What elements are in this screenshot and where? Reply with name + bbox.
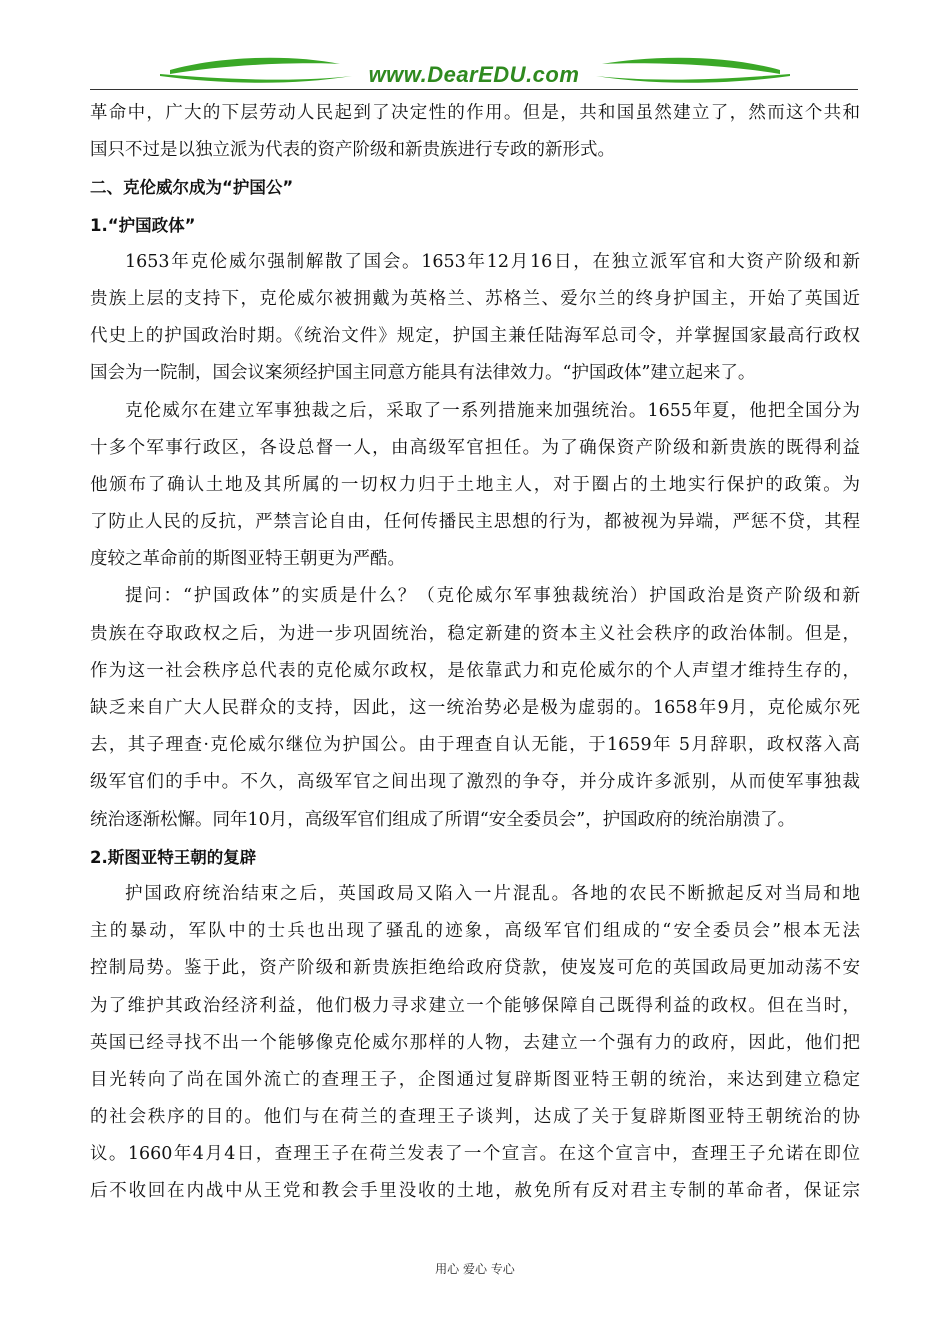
- paragraph-line: 革命中，广大的下层劳动人民起到了决定性的作用。但是，共和国虽然建立了，然而这个共和: [90, 103, 860, 123]
- paragraph-line: 主的暴动，军队中的士兵也出现了骚乱的迹象，高级军官们组成的“安全委员会”根本无法: [90, 921, 860, 942]
- section-heading: 2.斯图亚特王朝的复辟: [90, 847, 257, 867]
- header-banner: [90, 50, 858, 90]
- paragraph-line: 目光转向了尚在国外流亡的查理王子，企图通过复辟斯图亚特王朝的统治，来达到建立稳定: [90, 1069, 860, 1090]
- site-logo-text[interactable]: www.DearEDU.com: [368, 62, 580, 87]
- paragraph-line: 十多个军事行政区，各设总督一人，由高级军官担任。为了确保资产阶级和新贵族的既得利益: [90, 437, 860, 458]
- paragraph-line: 统治逐渐松懈。同年10月，高级军官们组成了所谓“安全委员会”，护国政府的统治崩溃了。: [90, 809, 796, 830]
- paragraph-line: 了防止人民的反抗，严禁言论自由，任何传播民主思想的行为，都被视为异端，严惩不贷，其程: [90, 512, 860, 533]
- paragraph-line: 1653年克伦威尔强制解散了国会。1653年12月16日，在独立派军官和大资产阶级和新: [125, 251, 860, 272]
- document-body: [90, 95, 860, 1211]
- paragraph-line: 议。1660年4月4日，查理王子在荷兰发表了一个宣言。在这个宣言中，查理王子允诺在即位: [90, 1144, 860, 1165]
- paragraph-line: 缺乏来自广大人民群众的支持，因此，这一统治势必是极为虚弱的。1658年9月，克伦威尔死: [90, 698, 860, 718]
- paragraph-line: 级军官们的手中。不久，高级军官之间出现了激烈的争夺，并分成许多派别，从而使军事独裁: [90, 772, 860, 793]
- header-divider: [90, 89, 858, 90]
- paragraph-line: 贵族上层的支持下，克伦威尔被拥戴为英格兰、苏格兰、爱尔兰的终身护国主，开始了英国近: [90, 288, 860, 309]
- paragraph-line: 度较之革命前的斯图亚特王朝更为严酷。: [90, 549, 405, 570]
- paragraph-line: 代史上的护国政治时期。《统治文件》规定，护国主兼任陆海军总司令，并掌握国家最高行政权: [90, 326, 860, 347]
- section-heading: 二、克伦威尔成为“护国公”: [90, 178, 294, 198]
- paragraph-line: 克伦威尔在建立军事独裁之后，采取了一系列措施来加强统治。1655年夏，他把全国分为: [125, 400, 860, 421]
- paragraph-line: 提问：“护国政体”的实质是什么？（克伦威尔军事独裁统治）护国政治是资产阶级和新: [125, 586, 860, 607]
- paragraph-line: 控制局势。鉴于此，资产阶级和新贵族拒绝给政府贷款，使岌岌可危的英国政局更加动荡不安: [90, 958, 860, 979]
- page-footer: 用心 爱心 专心: [435, 1262, 515, 1276]
- paragraph-line: 去，其子理查·克伦威尔继位为护国公。由于理查自认无能，于1659年 5月辞职，政权落入高: [90, 735, 860, 756]
- paragraph-line: 作为这一社会秩序总代表的克伦威尔政权，是依靠武力和克伦威尔的个人声望才维持生存的，: [90, 660, 860, 681]
- paragraph-line: 的社会秩序的目的。他们与在荷兰的查理王子谈判，达成了关于复辟斯图亚特王朝统治的协: [90, 1107, 860, 1128]
- paragraph-line: 为了维护其政治经济利益，他们极力寻求建立一个能够保障自己既得利益的政权。但在当时，: [90, 995, 860, 1016]
- paragraph-line: 他颁布了确认土地及其所属的一切权力归于土地主人，对于圈占的土地实行保护的政策。为: [90, 474, 860, 495]
- paragraph-line: 护国政府统治结束之后，英国政局又陷入一片混乱。各地的农民不断掀起反对当局和地: [125, 883, 860, 904]
- paragraph-line: 英国已经寻找不出一个能够像克伦威尔那样的人物，去建立一个强有力的政府，因此，他们把: [90, 1032, 860, 1053]
- paragraph-line: 国只不过是以独立派为代表的资产阶级和新贵族进行专政的新形式。: [90, 140, 615, 161]
- paragraph-line: 后不收回在内战中从王党和教会手里没收的土地，赦免所有反对君主专制的革命者，保证宗: [90, 1181, 860, 1202]
- paragraph-line: 国会为一院制，国会议案须经护国主同意方能具有法律效力。“护国政体”建立起来了。: [90, 363, 756, 384]
- paragraph-line: 贵族在夺取政权之后，为进一步巩固统治，稳定新建的资本主义社会秩序的政治体制。但是，: [90, 623, 860, 644]
- section-heading: 1.“护国政体”: [90, 215, 196, 235]
